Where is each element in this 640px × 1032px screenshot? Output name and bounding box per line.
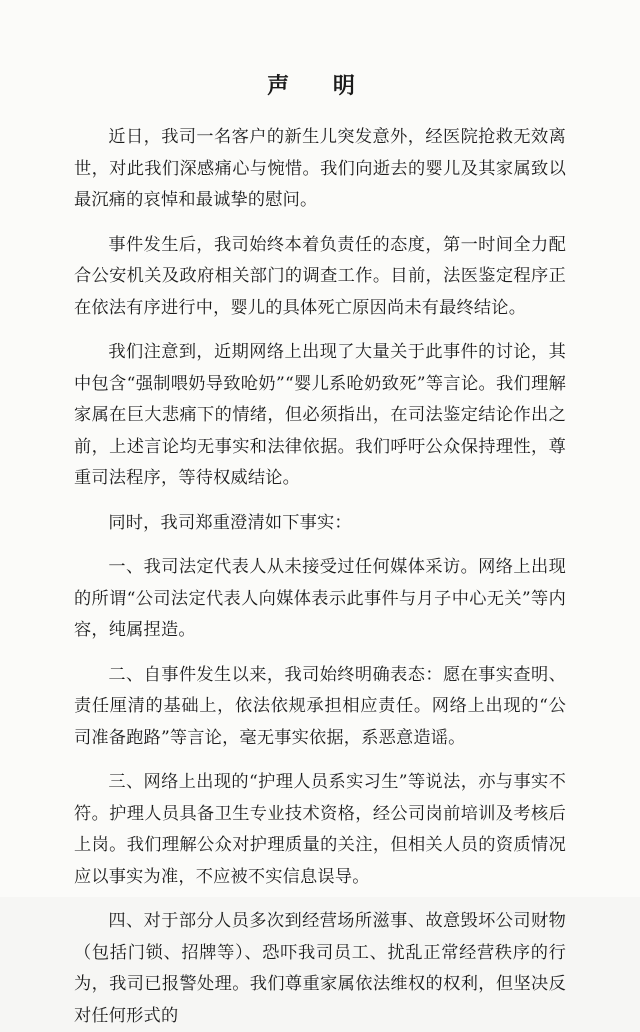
paragraph-point-one: 一、我司法定代表人从未接受过任何媒体采访。网络上出现的所谓“公司法定代表人向媒体表示此事件与月子中心无关”等内容，纯属捏造。	[74, 557, 566, 640]
paragraph-point-three: 三、网络上出现的“护理人员系实习生”等说法，亦与事实不符。护理人员具备卫生专业技术资格，经公司岗前培训及考核后上岗。我们理解公众对护理质量的关注，但相关人员的资质情况应以事实为准，不应被不实信息误导。	[74, 772, 566, 887]
document-title: 声 明	[267, 73, 373, 99]
paragraph-point-two: 二、自事件发生以来，我司始终明确表态：愿在事实查明、责任厘清的基础上，依法依规承担相应责任。网络上出现的“公司准备跑路”等言论，毫无事实依据，系恶意造谣。	[74, 664, 566, 748]
paragraph-investigation: 事件发生后，我司始终本着负责任的态度，第一时间全力配合公安机关及政府相关部门的调查工作。目前，法医鉴定程序正在依法有序进行中，婴儿的具体死亡原因尚未有最终结论。	[74, 234, 566, 318]
paragraph-condolence: 近日，我司一名客户的新生儿突发意外，经医院抢救无效离世，对此我们深感痛心与惋惜。我们向逝去的婴儿及其家属致以最沉痛的哀悼和最诚挚的慰问。	[74, 127, 566, 210]
paragraph-point-four: 四、对于部分人员多次到经营场所滋事、故意毁坏公司财物（包括门锁、招牌等）、恐吓我司员工、扰乱正常经营秩序的行为，我司已报警处理。我们尊重家属依法维权的权利，但坚决反对任何形式的	[74, 911, 566, 1026]
paragraph-clarification-intro: 同时，我司郑重澄清如下事实：	[108, 512, 352, 533]
paragraph-online-discussion: 我们注意到，近期网络上出现了大量关于此事件的讨论，其中包含“强制喂奶导致呛奶”“婴儿系呛奶致死”等言论。我们理解家属在巨大悲痛下的情绪，但必须指出，在司法鉴定结论作出之前，上述言论均无事实和法律依据。我们呼吁公众保持理性，尊重司法程序，等待权威结论。	[74, 342, 566, 488]
